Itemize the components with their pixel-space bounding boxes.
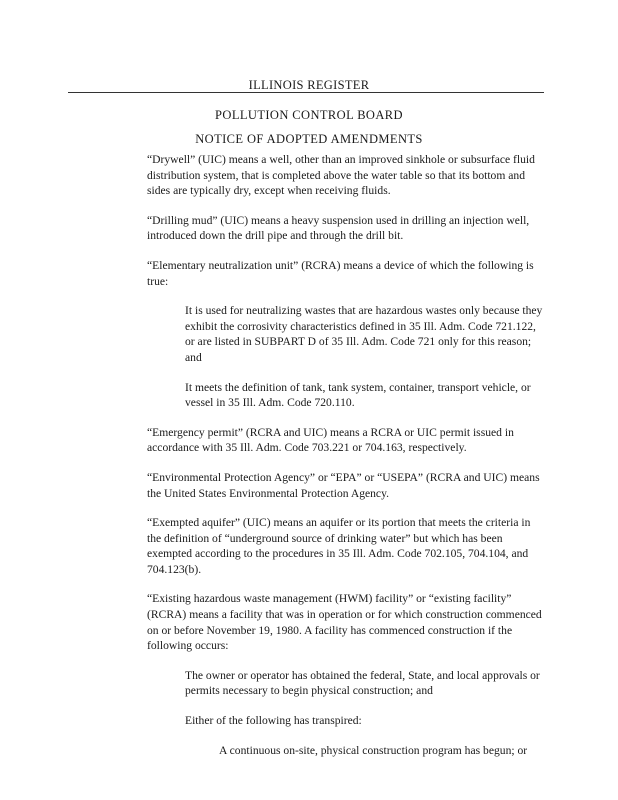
definition-epa: “Environmental Protection Agency” or “EPA” or “USEPA” (RCRA and UIC) means the United States Environmental Protection Agency. — [147, 470, 540, 500]
definition-emergency-permit: “Emergency permit” (RCRA and UIC) means a RCRA or UIC permit issued in accordance with 35 Ill. Adm. Code 703.221 or 704.163, respectively. — [147, 425, 514, 455]
definition-exempted-aquifer: “Exempted aquifer” (UIC) means an aquifer or its portion that meets the criteria in the definition of “underground source of drinking water” but which has been exempted according to the procedures in 35 Ill. Adm. Code 702.105, 704.104, and 704.123(b). — [147, 516, 531, 576]
register-title: ILLINOIS REGISTER — [248, 78, 370, 92]
definition-drilling-mud: “Drilling mud” (UIC) means a heavy suspension used in drilling an injection well, introduced down the drill pipe and through the drill bit. — [147, 213, 530, 243]
notice-title: NOTICE OF ADOPTED AMENDMENTS — [195, 132, 423, 146]
definition-drywell: “Drywell” (UIC) means a well, other than an improved sinkhole or subsurface fluid distribution system, that is completed above the water table so that its bottom and sides are typically dry, except when receiving fluids. — [147, 153, 535, 198]
header-rule-main — [108, 92, 544, 93]
list-item: It meets the definition of tank, tank system, container, transport vehicle, or vessel in 35 Ill. Adm. Code 720.110. — [185, 380, 531, 410]
sub-list-item: A continuous on-site, physical construction program has begun; or — [219, 743, 528, 757]
list-item: It is used for neutralizing wastes that are hazardous wastes only because they exhibit the corrosivity characteristics defined in 35 Ill. Adm. Code 721.122, or are listed in SUBPART D of 35 Ill. Adm. Code 721 only for this reason; and — [185, 304, 543, 364]
board-title: POLLUTION CONTROL BOARD — [215, 108, 403, 122]
list-item: Either of the following has transpired: — [185, 714, 362, 728]
definition-elementary-neutralization-unit: “Elementary neutralization unit” (RCRA) means a device of which the following is true: — [147, 258, 534, 288]
list-item: The owner or operator has obtained the federal, State, and local approvals or permits necessary to begin physical construction; and — [185, 668, 540, 698]
definition-existing-hwm-facility: “Existing hazardous waste management (HWM) facility” or “existing facility” (RCRA) means a facility that was in operation or for which construction commenced on or before November 19, 1980. A facility has commenced construction if the following occurs: — [147, 592, 542, 653]
document-body — [147, 152, 547, 758]
